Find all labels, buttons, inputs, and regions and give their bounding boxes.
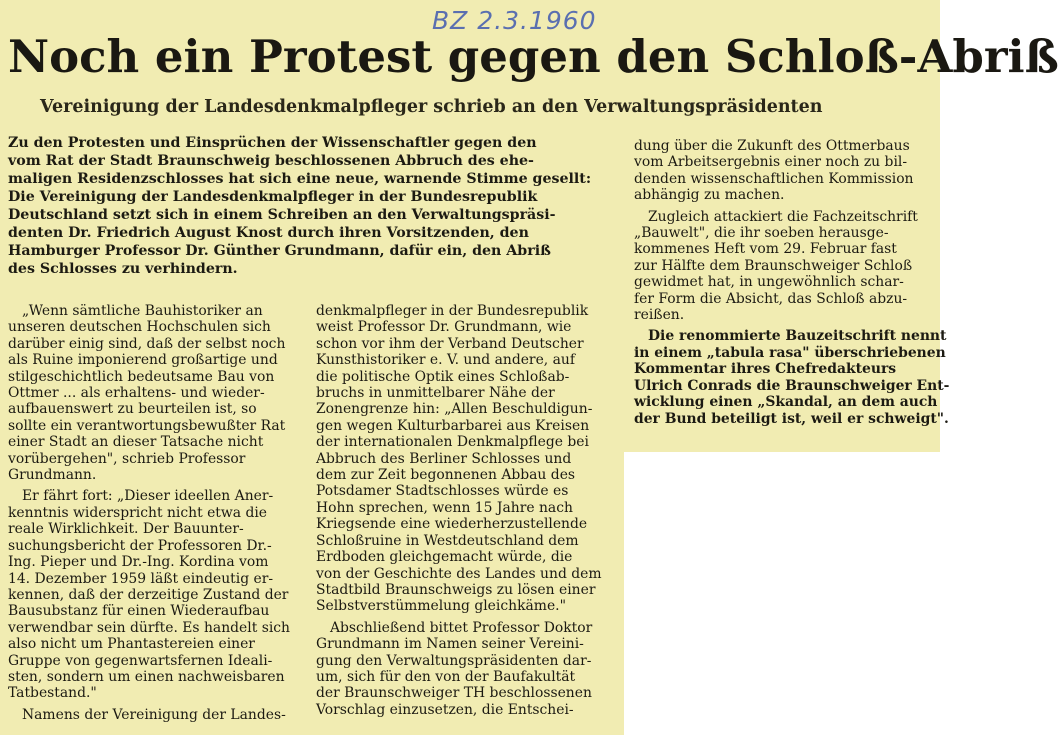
text-line: zur Hälfte dem Braunschweiger Schloß xyxy=(634,257,913,274)
text-line: wicklung einen „Skandal, an dem auch xyxy=(634,394,938,411)
text-line: Namens der Vereinigung der Landes- xyxy=(22,706,286,723)
text-line: gung den Verwaltungspräsidenten dar- xyxy=(316,652,592,669)
text-line: Selbstverstümmelung gleichkäme." xyxy=(316,598,566,615)
text-line: unseren deutschen Hochschulen sich xyxy=(8,319,271,336)
text-line: Gruppe von gegenwartsfernen Ideali- xyxy=(8,652,273,669)
text-line: Grundmann. xyxy=(8,467,97,484)
text-line: der internationalen Denkmalpflege bei xyxy=(316,434,589,451)
text-line: Potsdamer Stadtschlosses würde es xyxy=(316,483,569,500)
text-line: der Braunschweiger TH beschlossenen xyxy=(316,685,592,702)
text-line: aufbauenswert zu beurteilen ist, so xyxy=(8,401,257,418)
text-line: kenntnis widerspricht nicht etwa die xyxy=(8,504,268,521)
article-column-1 xyxy=(8,303,301,728)
lead-line: Hamburger Professor Dr. Günther Grundmann, dafür ein, den Abriß xyxy=(8,243,551,259)
text-line: suchungsbericht der Professoren Dr.- xyxy=(8,537,272,554)
article-column-2 xyxy=(316,303,616,723)
text-line: kennen, daß der derzeitige Zustand der xyxy=(8,586,289,603)
text-line: die politische Optik eines Schloßab- xyxy=(316,368,570,385)
paragraph xyxy=(634,138,936,204)
text-line: dem zur Zeit begonnenen Abbau des xyxy=(316,467,576,484)
text-line: Ottmer ... als erhaltens- und wieder- xyxy=(8,385,265,402)
text-line: also nicht um Phantastereien einer xyxy=(8,636,255,653)
article-column-3 xyxy=(634,138,950,432)
text-line: „Bauwelt", die ihr soeben herausge- xyxy=(634,225,889,242)
text-line: bruchs in unmittelbarer Nähe der xyxy=(316,385,555,402)
text-line: Kommentar ihres Chefredakteurs xyxy=(634,361,897,378)
text-line: von der Geschichte des Landes und dem xyxy=(316,565,602,582)
text-line: Er fährt fort: „Dieser ideellen Aner- xyxy=(22,488,274,505)
lead-line: Zu den Protesten und Einsprüchen der Wissenschaftler gegen den xyxy=(8,135,537,151)
text-line: schon vor ihm der Verband Deutscher xyxy=(316,335,584,352)
text-line: stilgeschichtlich bedeutsame Bau von xyxy=(8,368,275,385)
text-line: denden wissenschaftlichen Kommission xyxy=(634,170,914,187)
handwritten-date-note: BZ 2.3.1960 xyxy=(432,6,597,35)
text-line: vorübergehen", schrieb Professor xyxy=(8,450,246,467)
text-line: Abschließend bittet Professor Doktor xyxy=(330,619,593,636)
paragraph xyxy=(316,303,616,615)
text-line: Erdboden gleichgemacht würde, die xyxy=(316,549,573,566)
lead-line: vom Rat der Stadt Braunschweig beschlossenen Abbruch des ehe- xyxy=(8,153,534,169)
paragraph xyxy=(8,303,301,483)
text-line: als Ruine imponierend großartige und xyxy=(8,352,278,369)
text-line: sollte ein verantwortungsbewußter Rat xyxy=(8,417,286,434)
text-line: Vorschlag einzusetzen, die Entschei- xyxy=(316,701,574,718)
lead-line: denten Dr. Friedrich August Knost durch ihren Vorsitzenden, den xyxy=(8,225,529,241)
text-line: vom Arbeitsergebnis einer noch zu bil- xyxy=(634,154,908,171)
text-line: Hohn sprechen, wenn 15 Jahre nach xyxy=(316,499,573,516)
subheadline: Vereinigung der Landesdenkmalpfleger schrieb an den Verwaltungspräsidenten xyxy=(40,97,823,117)
text-line: verwendbar sein dürfte. Es handelt sich xyxy=(8,619,290,636)
text-line: Kriegsende eine wiederherzustellende xyxy=(316,516,588,533)
lead-line: des Schlosses zu verhindern. xyxy=(8,261,238,277)
text-line: Tatbestand." xyxy=(8,685,97,702)
lead-line: Deutschland setzt sich in einem Schreiben an den Verwaltungspräsi- xyxy=(8,207,556,223)
paragraph xyxy=(316,620,616,718)
text-line: Kunsthistoriker e. V. und andere, auf xyxy=(316,352,575,369)
text-line: Ing. Pieper und Dr.-Ing. Kordina vom xyxy=(8,554,269,571)
paragraph xyxy=(634,209,936,324)
paragraph xyxy=(8,707,301,723)
text-line: reißen. xyxy=(634,307,685,324)
text-line: denkmalpfleger in der Bundesrepublik xyxy=(316,303,589,319)
text-line: Grundmann im Namen seiner Vereini- xyxy=(316,636,584,653)
text-line: Die renommierte Bauzeitschrift nennt xyxy=(648,328,947,345)
text-line: sten, sondern um einen nachweisbaren xyxy=(8,668,285,685)
text-line: Stadtbild Braunschweigs zu lösen einer xyxy=(316,581,596,598)
text-line: kommenes Heft vom 29. Februar fast xyxy=(634,241,897,258)
text-line: „Wenn sämtliche Bauhistoriker an xyxy=(22,303,263,319)
text-line: in einem „tabula rasa" überschriebenen xyxy=(634,344,946,361)
text-line: Ulrich Conrads die Braunschweiger Ent- xyxy=(634,377,950,394)
lead-paragraph xyxy=(8,134,618,278)
text-line: um, sich für den von der Baufakultät xyxy=(316,668,576,685)
paragraph xyxy=(8,488,301,701)
text-line: Bausubstanz für einen Wiederaufbau xyxy=(8,603,270,620)
text-line: gen wegen Kulturbarbarei aus Kreisen xyxy=(316,417,590,434)
paragraph xyxy=(634,328,950,427)
text-line: dung über die Zukunft des Ottmerbaus xyxy=(634,138,910,154)
text-line: fer Form die Absicht, das Schloß abzu- xyxy=(634,290,908,307)
lead-line: Die Vereinigung der Landesdenkmalpfleger in der Bundesrepublik xyxy=(8,189,538,205)
lead-line: maligen Residenzschlosses hat sich eine neue, warnende Stimme gesellt: xyxy=(8,171,592,187)
text-line: weist Professor Dr. Grundmann, wie xyxy=(316,319,572,336)
text-line: reale Wirklichkeit. Der Bauunter- xyxy=(8,521,244,538)
text-line: Abbruch des Berliner Schlosses und xyxy=(316,450,572,467)
text-line: 14. Dezember 1959 läßt eindeutig er- xyxy=(8,570,274,587)
text-line: abhängig zu machen. xyxy=(634,187,785,204)
text-line: einer Stadt an dieser Tatsache nicht xyxy=(8,434,264,451)
text-line: Schloßruine in Westdeutschland dem xyxy=(316,532,579,549)
text-line: darüber einig sind, daß der selbst noch xyxy=(8,335,286,352)
text-line: der Bund beteiligt ist, weil er schweigt". xyxy=(634,410,949,427)
headline: Noch ein Protest gegen den Schloß-Abriß xyxy=(8,30,1059,83)
text-line: Zugleich attackiert die Fachzeitschrift xyxy=(648,208,918,225)
text-line: Zonengrenze hin: „Allen Beschuldigun- xyxy=(316,401,593,418)
text-line: gewidmet hat, in ungewöhnlich schar- xyxy=(634,274,904,291)
